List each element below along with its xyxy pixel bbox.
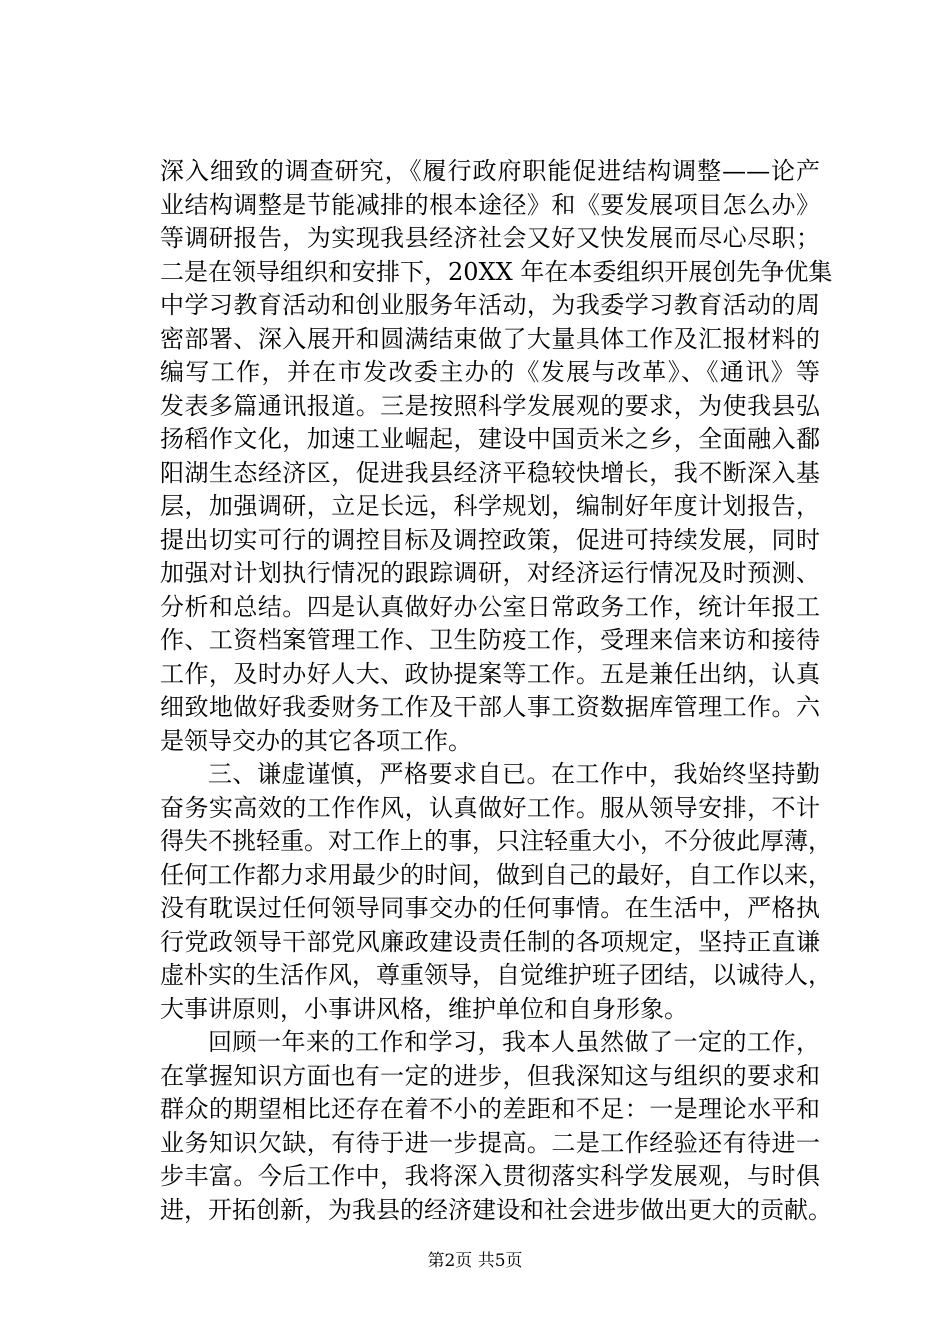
text-line: 提出切实可行的调控目标及调控政策，促进可持续发展，同时 (160, 525, 820, 554)
text-line: 二是在领导组织和安排下，20XX 年在本委组织开展创先争优集 (160, 257, 833, 286)
text-line: 进，开拓创新，为我县的经济建设和社会进步做出更大的贡献。 (160, 1195, 832, 1224)
text-line: 作、工资档案管理工作、卫生防疫工作，受理来信来访和接待 (160, 626, 820, 654)
text-line: 步丰富。今后工作中，我将深入贯彻落实科学发展观，与时俱 (160, 1162, 820, 1190)
text-line: 群众的期望相比还存在着不小的差距和不足：一是理论水平和 (160, 1095, 820, 1123)
text-line: 奋务实高效的工作作风，认真做好工作。服从领导安排，不计 (160, 793, 820, 822)
text-line: 得失不挑轻重。对工作上的事，只注轻重大小，不分彼此厚薄， (160, 827, 832, 855)
text-line: 任何工作都力求用最少的时间，做到自己的最好，自工作以来， (160, 860, 832, 889)
text-line: 在掌握知识方面也有一定的进步，但我深知这与组织的要求和 (160, 1061, 820, 1090)
body-text (160, 155, 833, 1227)
text-line: 层，加强调研，立足长远，科学规划，编制好年度计划报告， (160, 492, 820, 520)
text-line: 业务知识欠缺，有待于进一步提高。二是工作经验还有待进一 (160, 1128, 820, 1157)
text-line: 加强对计划执行情况的跟踪调研，对经济运行情况及时预测、 (160, 559, 820, 587)
paragraph-start-line: 回顾一年来的工作和学习，我本人虽然做了一定的工作， (208, 1028, 820, 1056)
text-line: 行党政领导干部党风廉政建设责任制的各项规定，坚持正直谦 (160, 927, 820, 956)
text-line: 扬稻作文化，加速工业崛起，建设中国贡米之乡，全面融入鄱 (160, 425, 820, 453)
text-line: 工作，及时办好人大、政协提案等工作。五是兼任出纳，认真 (160, 659, 820, 688)
text-line: 大事讲原则，小事讲风格，维护单位和自身形象。 (160, 994, 688, 1023)
text-line: 编写工作，并在市发改委主办的《发展与改革》、《通讯》等 (160, 358, 820, 386)
text-line: 密部署、深入展开和圆满结束做了大量具体工作及汇报材料的 (160, 324, 820, 353)
text-line: 业结构调整是节能减排的根本途径》和《要发展项目怎么办》 (160, 190, 820, 219)
text-line: 分析和总结。四是认真做好办公室日常政务工作，统计年报工 (160, 592, 820, 621)
text-line: 等调研报告，为实现我县经济社会又好又快发展而尽心尽职； (160, 224, 820, 252)
paragraph-start-line: 三、谦虚谨慎，严格要求自已。在工作中，我始终坚持勤 (208, 760, 820, 788)
text-line: 阳湖生态经济区，促进我县经济平稳较快增长，我不断深入基 (160, 458, 820, 487)
text-line: 虚朴实的生活作风，尊重领导，自觉维护班子团结，以诚待人， (160, 961, 832, 989)
text-line: 中学习教育活动和创业服务年活动，为我委学习教育活动的周 (160, 291, 820, 319)
text-line: 深入细致的调查研究，《履行政府职能促进结构调整——论产 (160, 157, 820, 185)
text-line: 细致地做好我委财务工作及干部人事工资数据库管理工作。六 (160, 693, 820, 721)
text-line: 发表多篇通讯报道。三是按照科学发展观的要求，为使我县弘 (160, 391, 820, 420)
text-line: 没有耽误过任何领导同事交办的任何事情。在生活中，严格执 (160, 894, 820, 922)
text-line: 是领导交办的其它各项工作。 (160, 726, 472, 755)
page-number-footer: 第2页 共5页 (427, 1251, 523, 1271)
